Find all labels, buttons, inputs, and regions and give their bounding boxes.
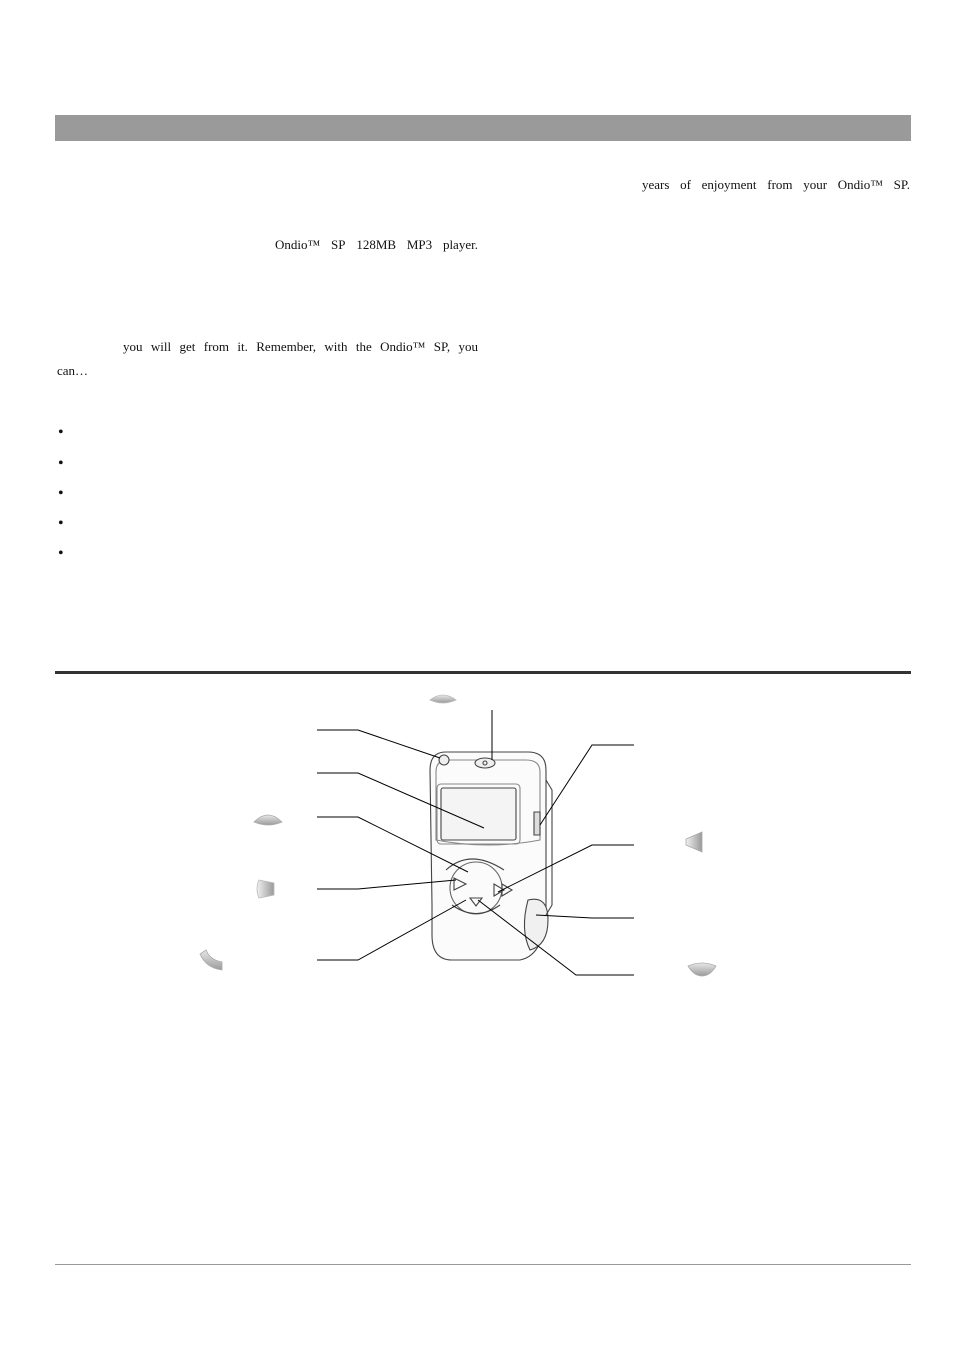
word: player.	[442, 237, 478, 252]
mp3-player-illustration	[430, 752, 552, 960]
word: your	[803, 177, 828, 192]
word: SP.	[893, 177, 910, 192]
left-button-icon	[257, 880, 274, 898]
footer-divider	[55, 1264, 911, 1265]
word: Remember,	[256, 339, 317, 354]
word: get	[179, 339, 196, 354]
word: you	[123, 339, 143, 354]
word: MP3	[406, 237, 433, 252]
section-divider	[55, 671, 911, 674]
word: you	[458, 339, 478, 354]
word: SP	[331, 237, 346, 252]
word: with	[324, 339, 348, 354]
bullet-marker: •	[58, 545, 64, 562]
bullet-marker: •	[58, 455, 64, 472]
word: from	[767, 177, 793, 192]
word: will	[150, 339, 172, 354]
intro-line-2	[275, 237, 478, 253]
section-header-bar	[55, 115, 911, 141]
bullet-marker: •	[58, 485, 64, 502]
bullet-marker: •	[58, 424, 64, 441]
word: SP,	[433, 339, 451, 354]
word: Ondio™	[380, 339, 426, 354]
word: it.	[237, 339, 248, 354]
word: of	[680, 177, 691, 192]
intro-line-1	[642, 177, 910, 193]
bullet-marker: •	[58, 515, 64, 532]
word: Ondio™	[275, 237, 321, 252]
word: 128MB	[356, 237, 397, 252]
word: enjoyment	[701, 177, 757, 192]
word: the	[355, 339, 372, 354]
device-diagram	[0, 680, 954, 980]
word: years	[642, 177, 670, 192]
intro-line-4: can…	[57, 363, 89, 378]
menu-button-icon	[254, 815, 282, 825]
word: from	[203, 339, 230, 354]
down-button-icon	[200, 950, 222, 970]
on-button-icon	[430, 695, 456, 703]
word: Ondio™	[837, 177, 883, 192]
intro-line-3	[123, 339, 478, 355]
up-button-icon	[688, 963, 716, 976]
right-button-icon	[686, 832, 702, 852]
